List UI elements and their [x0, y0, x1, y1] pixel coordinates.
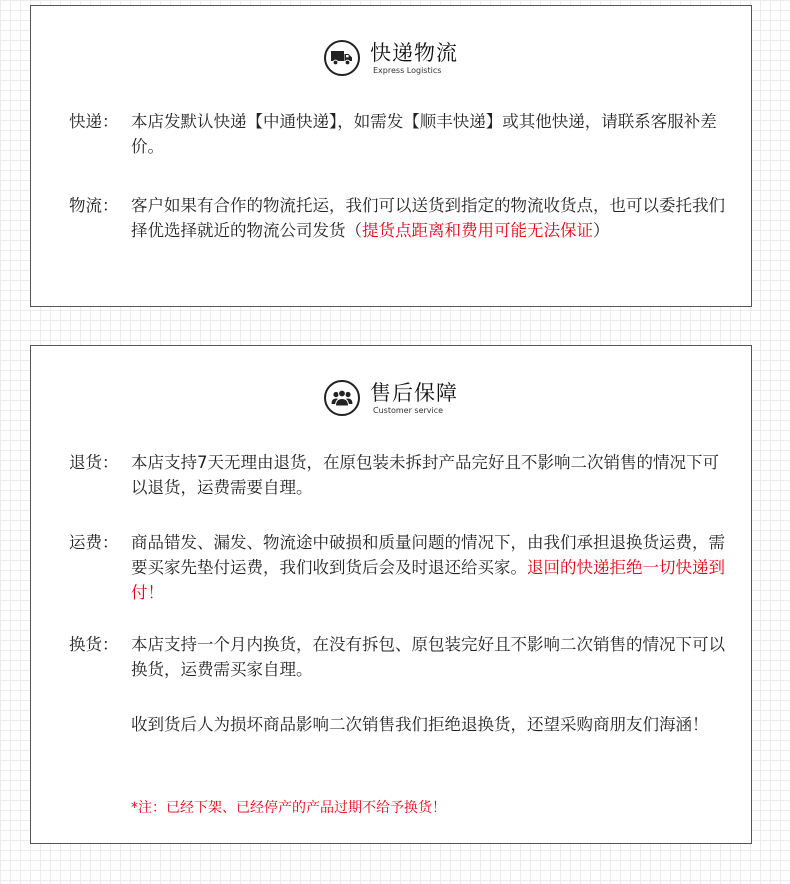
shipping-text: 客户如果有合作的物流托运，我们可以送货到指定的物流收货点，也可以委托我们择优选择就近的物流公司发货（: [131, 196, 725, 240]
after-sales-card: [30, 345, 752, 844]
freight-warning: 退回的快递拒绝一切快递到付！: [131, 558, 725, 602]
damage-row: [69, 712, 729, 737]
returns-row: [69, 450, 729, 500]
returns-text: 本店支持7天无理由退货，在原包装未拆封产品完好且不影响二次销售的情况下可以退货，运费需要自理。: [131, 453, 719, 497]
shipping-label: 物流：: [69, 196, 119, 215]
exchange-label: 换货：: [69, 635, 119, 654]
exchange-text: 本店支持一个月内换货，在没有拆包、原包装完好且不影响二次销售的情况下可以换货，运费需买家自理。: [131, 635, 725, 679]
after-sales-header: [31, 376, 751, 420]
section-title: 售后保障: [370, 380, 458, 405]
express-row: [69, 109, 729, 159]
freight-label: 运费：: [69, 533, 119, 552]
freight-body: [131, 530, 729, 605]
shipping-body: [131, 193, 729, 243]
exchange-row: [69, 632, 729, 682]
returns-label: 退货：: [69, 453, 119, 472]
logistics-header: [31, 36, 751, 80]
no-exchange-note: *注：已经下架、已经停产的产品过期不给予换货！: [131, 800, 446, 816]
shipping-warning: 提货点距离和费用可能无法保证: [362, 221, 593, 240]
logistics-card: [30, 5, 752, 307]
express-text: 本店发默认快递【中通快递】，如需发【顺丰快递】或其他快递，请联系客服补差价。: [131, 112, 717, 156]
section-title: 快递物流: [370, 40, 458, 65]
damage-text: 收到货后人为损坏商品影响二次销售我们拒绝退换货，还望采购商朋友们海涵！: [131, 715, 709, 734]
freight-row: [69, 530, 729, 605]
truck-icon: [324, 40, 360, 76]
section-subtitle: Customer service: [373, 405, 444, 415]
express-label: 快递：: [69, 112, 119, 131]
freight-text: 商品错发、漏发、物流途中破损和质量问题的情况下，由我们承担退换货运费，需要买家先垫付运费，我们收到货后会及时退还给买家。: [131, 533, 725, 577]
shipping-text-end: ）: [593, 221, 610, 240]
users-icon: [324, 380, 360, 416]
shipping-row: [69, 193, 729, 243]
section-subtitle: Express Logistics: [373, 65, 442, 75]
